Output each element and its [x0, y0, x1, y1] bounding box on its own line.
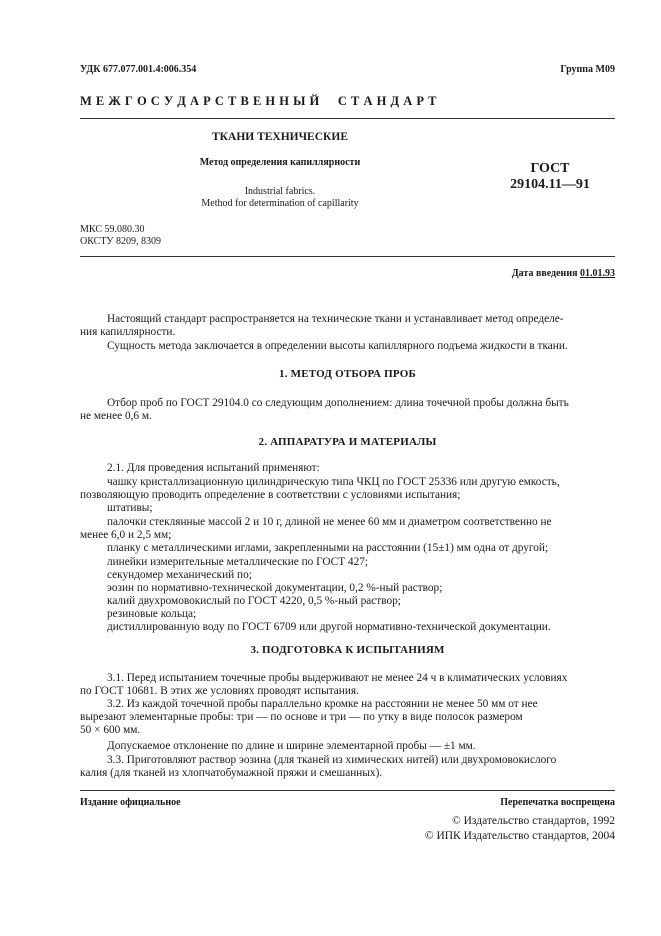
s2-item-1-line1: чашку кристаллизационную цилиндрическую типа ЧКЦ по ГОСТ 25336 или другую емкость,	[107, 476, 560, 488]
s2-item-7: эозин по нормативно-технической документации, 0,2 %-ный раствор;	[107, 582, 443, 594]
standard-banner: М Е Ж Г О С У Д А Р С Т В Е Н Н Ы Й С Т А Н Д А Р Т	[80, 94, 437, 108]
s2-intro: 2.1. Для проведения испытаний применяют:	[107, 462, 320, 474]
official-edition: Издание официальное	[80, 797, 181, 808]
group-code: Группа М09	[560, 64, 615, 75]
s2-item-2: штативы;	[107, 502, 153, 514]
title-en-2: Method for determination of capillarity	[201, 198, 359, 209]
s3-p4-line2: калия (для тканей из хлопчатобумажной пряжи и смешанных).	[80, 767, 383, 779]
s2-item-1-line2: позволяющую проводить определение в соответствии с условиями испытания;	[80, 489, 461, 501]
reprint-prohibited: Перепечатка воспрещена	[500, 797, 615, 808]
s2-item-4: планку с металлическими иглами, закрепленными на расстоянии (15±1) мм одна от другой;	[107, 542, 549, 554]
section-1-heading: 1. МЕТОД ОТБОРА ПРОБ	[279, 368, 416, 380]
title-en-1: Industrial fabrics.	[244, 186, 316, 197]
intro-p1-line2: ния капиллярности.	[80, 326, 176, 338]
mks-code: МКС 59.080.30	[80, 224, 145, 235]
title-main: ТКАНИ ТЕХНИЧЕСКИЕ	[212, 131, 348, 143]
s2-item-6: секундомер механический по;	[107, 569, 252, 581]
section-2-heading: 2. АППАРАТУРА И МАТЕРИАЛЫ	[258, 436, 437, 448]
copyright-1992: © Издательство стандартов, 1992	[451, 815, 615, 827]
s2-item-10: дистиллированную воду по ГОСТ 6709 или другой нормативно-технической документации.	[107, 621, 551, 633]
header-rule	[80, 118, 615, 119]
s3-p3: Допускаемое отклонение по длине и ширине элементарной пробы — ±1 мм.	[107, 740, 476, 752]
s2-item-5: линейки измерительные металлические по ГОСТ 427;	[107, 556, 369, 568]
section-3-heading: 3. ПОДГОТОВКА К ИСПЫТАНИЯМ	[250, 644, 445, 656]
s3-p2-line3: 50 × 600 мм.	[80, 724, 141, 736]
s3-p1-line1: 3.1. Перед испытанием точечные пробы выдерживают не менее 24 ч в климатических условиях	[107, 672, 568, 684]
s3-p2-line1: 3.2. Из каждой точечной пробы параллельно кромке на расстоянии не менее 50 мм от нее	[107, 698, 538, 710]
s3-p1-line2: по ГОСТ 10681. В этих же условиях проводят испытания.	[80, 685, 359, 697]
effective-date-label: Дата введения	[511, 268, 578, 279]
intro-p2: Сущность метода заключается в определении высоты капиллярного подъема жидкости в ткани.	[107, 340, 568, 352]
footer-rule	[80, 790, 615, 791]
codes-rule	[80, 256, 615, 257]
copyright-2004: © ИПК Издательство стандартов, 2004	[424, 830, 615, 842]
s2-item-3-line2: менее 6,0 и 2,5 мм;	[80, 529, 172, 541]
effective-date	[512, 268, 615, 279]
s1-line1: Отбор проб по ГОСТ 29104.0 со следующим дополнением: длина точечной пробы должна быть	[107, 397, 569, 409]
s3-p4-line1: 3.3. Приготовляют раствор эозина (для тканей из химических нитей) или двухромовокислого	[107, 754, 557, 766]
s3-p2-line2: вырезают элементарные пробы: три — по основе и три — по утку в виде полосок размером	[80, 711, 523, 723]
udk-code: УДК 677.077.001.4:006.354	[80, 64, 197, 75]
s2-item-8: калий двухромовокислый по ГОСТ 4220, 0,5 %-ный раствор;	[107, 595, 401, 607]
gost-label: ГОСТ	[530, 161, 570, 176]
s2-item-9: резиновые кольца;	[107, 608, 197, 620]
gost-number: 29104.11—91	[510, 177, 590, 192]
okstu-code: ОКСТУ 8209, 8309	[80, 236, 162, 247]
s1-line2: не менее 0,6 м.	[80, 410, 152, 422]
intro-p1-line1: Настоящий стандарт распространяется на технические ткани и устанавливает метод определе-	[107, 313, 564, 325]
s2-item-3-line1: палочки стеклянные массой 2 и 10 г, длиной не менее 60 мм и диаметром соответственно не	[107, 516, 552, 528]
effective-date-value: 01.01.93	[580, 268, 615, 279]
title-sub: Метод определения капиллярности	[199, 157, 361, 168]
